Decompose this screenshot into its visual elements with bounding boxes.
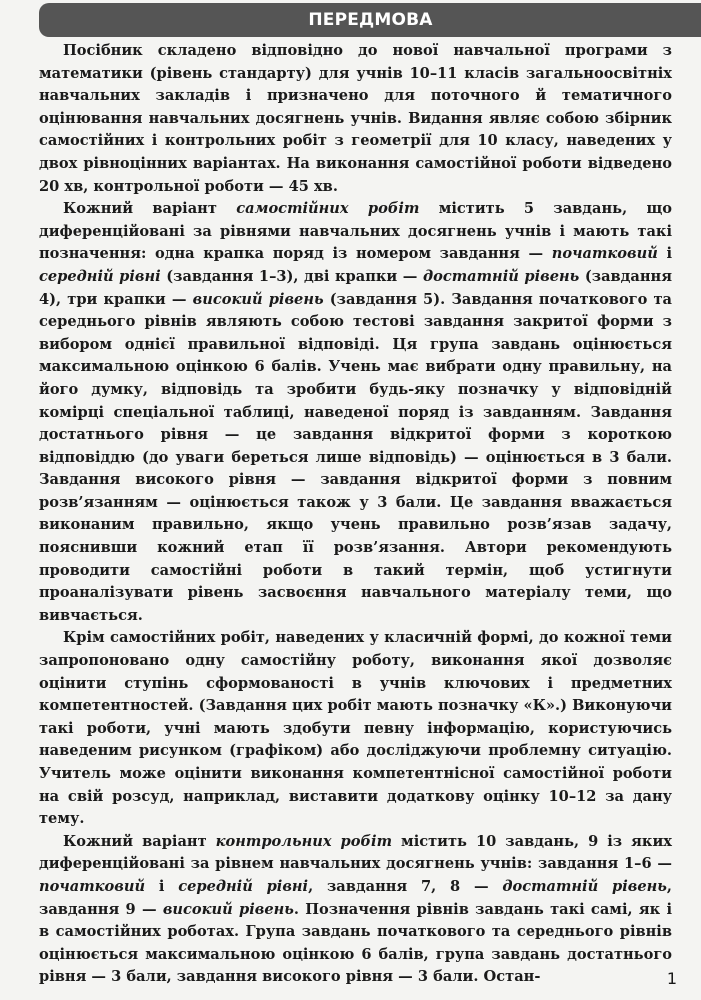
page-number: 1 <box>666 969 677 988</box>
paragraph-competence-works: Крім самостійних робіт, наведених у класичній формі, до кожної теми запропоновано одну самостійну роботу, виконання якої дозволяє оцінити ступінь сформованості в учнів ключових і предметних компетентностей. (Завдання цих робіт мають позначку «К».) Виконуючи такі роботи, учні мають здобути певну інформацію, користуючись наведеним рисунком (графіком) або досліджуючи проблемну ситуацію. Учитель може оцінити виконання компетентнісної самостійної роботи на свій розсуд, наприклад, виставити додаткову оцінку 10–12 за дану тему. <box>39 629 672 828</box>
paragraph-intro: Посібник складено відповідно до нової навчальної програми з математики (рівень стандарту) для учнів 10–11 класів загальноосвітніх навчальних закладів і призначено для поточного й тематичного оцінювання навчальних досягнень учнів. Видання являє собою збірник самостійних і контрольних робіт з геометрії для 10 класу, наведених у двох рівноцінних варіантах. На виконання самостійної роботи відведено 20 хв, контрольної роботи — 45 хв. <box>39 42 672 195</box>
section-header-bar <box>39 3 701 37</box>
preface-text <box>39 40 672 989</box>
paragraph-control-works: Кожний варіант контрольних робіт містить 10 завдань, 9 із яких диференційовані за рівнем навчальних досягнень учнів: завдання 1–6 — початковий і середній рівні, завдання 7, 8 — достатній рівень, завдання 9 — високий рівень. Позначення рівнів завдань такі самі, як і в самостійних роботах. Група завдань початкового та середнього рівнів оцінюється максимальною оцінкою 6 балів, група завдань достатнього рівня — 3 бали, завдання високого рівня — 3 бали. Остан- <box>39 832 672 986</box>
paragraph-independent-works: Кожний варіант самостійних робіт містить 5 завдань, що диференційовані за рівнями навчальних досягнень учнів і мають такі позначення: одна крапка поряд із номером завдання — початковий і середній рівні (завдання 1–3), дві крапки — достатній рівень (завдання 4), три крапки — високий рівень (завдання 5). Завдання початкового та середнього рівнів являють собою тестові завдання закритої форми з вибором однієї правильної відповіді. Ця група завдань оцінюється максимальною оцінкою 6 балів. Учень має вибрати одну правильну, на його думку, відповідь та зробити будь-яку позначку у відповідній комірці спеціальної таблиці, наведеної поряд із завданням. Завдання достатнього рівня — це завдання відкритої форми з короткою відповіддю (до уваги береться лише відповідь) — оцінюється в 3 бали. Завдання високого рівня — завдання відкритої форми з повним розв’язанням — оцінюється також у 3 бали. Це завдання вважається виконаним правильно, якщо учень правильно розв’язав задачу, пояснивши кожний етап її розв’язання. Автори рекомендують проводити самостійні роботи в такий термін, щоб устигнути проаналізувати рівень засвоєння навчального матеріалу теми, що вивчається. <box>39 200 673 624</box>
section-title: ПЕРЕДМОВА <box>308 10 433 30</box>
